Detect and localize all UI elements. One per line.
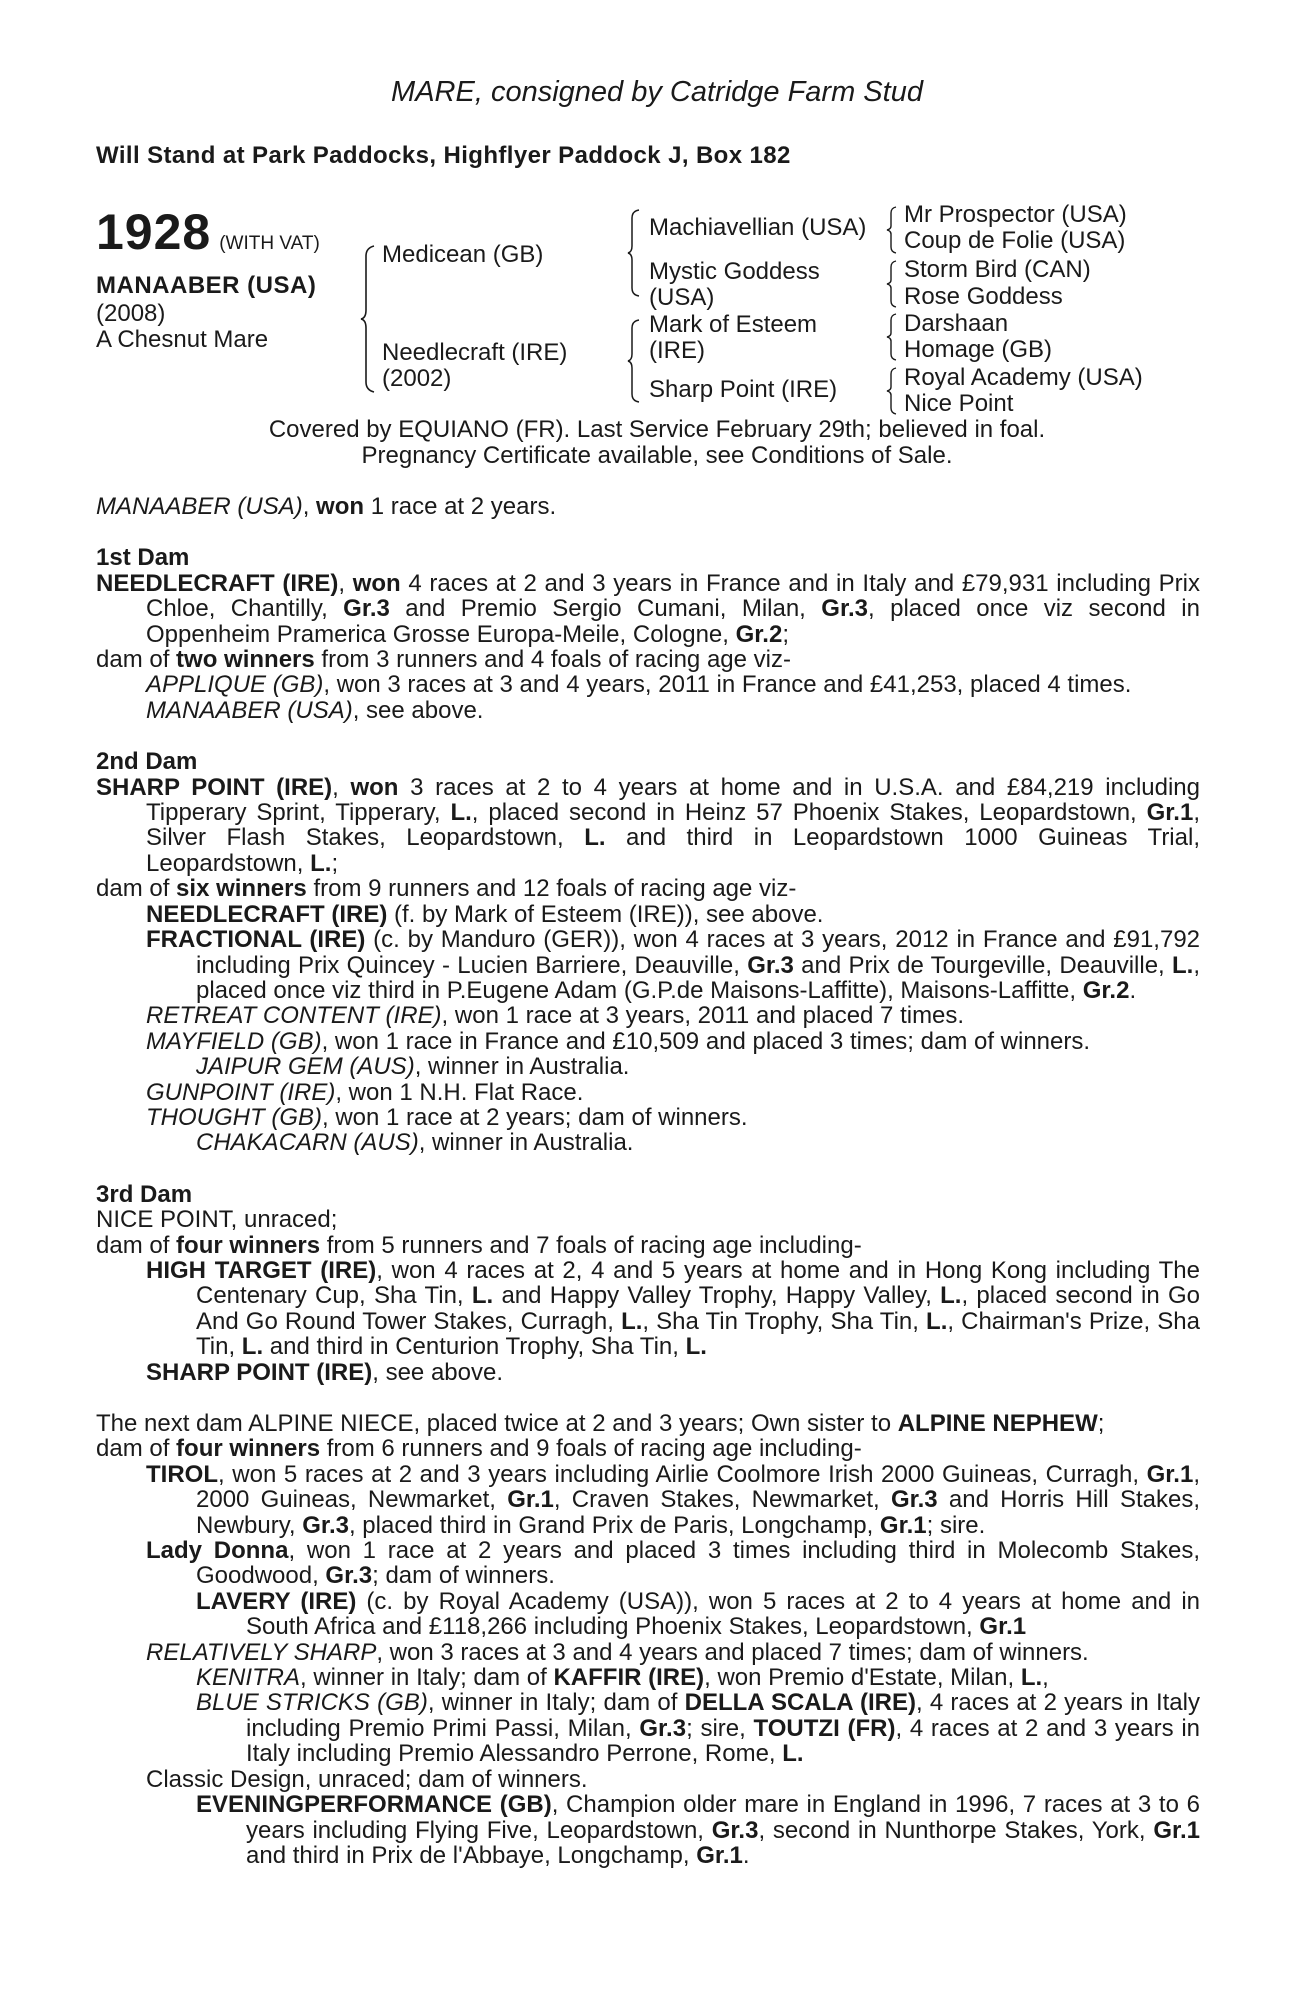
pedigree-brace-ss <box>884 205 900 255</box>
pedigree-sss: Mr Prospector (USA) <box>904 201 1127 228</box>
first-dam-heading: 1st Dam <box>96 544 190 572</box>
pedigree-sire-sire: Machiavellian (USA) <box>649 214 867 241</box>
pedigree-dam-year: (2002) <box>382 365 452 392</box>
pedigree-dam-dam: Sharp Point (IRE) <box>649 376 838 403</box>
produce-blue-stricks: BLUE STRICKS (GB), winner in Italy; dam of DELLA SCALA (IRE), 4 races at 2 years in Italy including Premio Primi Passi, Milan, Gr.3; sire, TOUTZI (FR), 4 races at 2 and 3 years in Italy including Premio Alessandro Perrone, Rome, L. <box>196 1689 1201 1768</box>
produce-lady-donna: Lady Donna, won 1 race at 2 years and placed 3 times including third in Molecomb Stakes, Goodwood, Gr.3; dam of winners. <box>146 1537 1201 1590</box>
horse-name: MANAABER (USA) <box>96 272 317 299</box>
produce-manaaber: MANAABER (USA), see above. <box>146 696 484 724</box>
lot-number-line <box>96 203 320 261</box>
first-dam-produce-summary: dam of two winners from 3 runners and 4 foals of racing age viz- <box>96 646 791 674</box>
produce-relatively-sharp: RELATIVELY SHARP, won 3 races at 3 and 4 years and placed 7 times; dam of winners. <box>146 1638 1089 1666</box>
produce-eveningperformance: EVENINGPERFORMANCE (GB), Champion older mare in England in 1996, 7 races at 3 to 6 years including Flying Five, Leopardstown, Gr.3, second in Nunthorpe Stakes, York, Gr.1 and third in Prix de l'Abbaye, Longchamp, Gr.1. <box>196 1791 1201 1869</box>
pedigree-sire-dam-name: Mystic Goddess <box>649 258 820 285</box>
third-dam-produce-summary: dam of four winners from 5 runners and 7 foals of racing age including- <box>96 1231 862 1259</box>
pedigree-sire: Medicean (GB) <box>382 241 544 268</box>
produce-chakacarn: CHAKACARN (AUS), winner in Australia. <box>196 1129 634 1157</box>
pedigree-dds: Royal Academy (USA) <box>904 364 1143 391</box>
produce-sharp-point: SHARP POINT (IRE), see above. <box>146 1358 504 1386</box>
produce-needlecraft: NEEDLECRAFT (IRE) (f. by Mark of Esteem (IRE)), see above. <box>146 900 824 928</box>
produce-kenitra: KENITRA, winner in Italy; dam of KAFFIR (IRE), won Premio d'Estate, Milan, L., <box>196 1664 1049 1692</box>
produce-retreat-content: RETREAT CONTENT (IRE), won 1 race at 3 years, 2011 and placed 7 times. <box>146 1002 965 1030</box>
produce-tirol: TIROL, won 5 races at 2 and 3 years including Airlie Coolmore Irish 2000 Guineas, Curragh, Gr.1, 2000 Guineas, Newmarket, Gr.1, Craven Stakes, Newmarket, Gr.3 and Horris Hill Stakes, Newbury, Gr.3, placed third in Grand Prix de Paris, Longchamp, Gr.1; sire. <box>146 1460 1200 1539</box>
pedigree-dss: Darshaan <box>904 310 1009 337</box>
second-dam-heading: 2nd Dam <box>96 748 198 776</box>
pregnancy-info: Pregnancy Certificate available, see Conditions of Sale. <box>361 442 953 469</box>
second-dam-record: SHARP POINT (IRE), won 3 races at 2 to 4 years at home and in U.S.A. and £84,219 including Tipperary Sprint, Tipperary, L., placed second in Heinz 57 Phoenix Stakes, Leopardstown, Gr.1, Silver Flash Stakes, Leopardstown, L. and third in Leopardstown 1000 Guineas Trial, Leopardstown, L.; <box>96 773 1200 877</box>
produce-applique: APPLIQUE (GB), won 3 races at 3 and 4 years, 2011 in France and £41,253, placed 4 times. <box>146 671 1132 699</box>
pedigree-brace-dd <box>884 366 900 416</box>
horse-year: (2008) <box>96 300 166 327</box>
produce-high-target: HIGH TARGET (IRE), won 4 races at 2, 4 and 5 years at home and in Hong Kong including The Centenary Cup, Sha Tin, L. and Happy Valley Trophy, Happy Valley, L., placed second in Go And Go Round Tower Stakes, Curragh, L., Sha Tin Trophy, Sha Tin, L., Chairman's Prize, Sha Tin, L. and third in Centurion Trophy, Sha Tin, L. <box>146 1256 1201 1361</box>
covering-info: Covered by EQUIANO (FR). Last Service February 29th; believed in foal. <box>268 416 1046 443</box>
stand-location: Will Stand at Park Paddocks, Highflyer Paddock J, Box 182 <box>96 142 791 169</box>
pedigree-body <box>96 494 1200 1868</box>
lot-number: 1928 <box>96 204 212 260</box>
pedigree-brace-sire <box>625 208 643 298</box>
next-dam-record: The next dam ALPINE NIECE, placed twice at 2 and 3 years; Own sister to ALPINE NEPHEW; <box>96 1410 1105 1437</box>
second-dam-produce-summary: dam of six winners from 9 runners and 12 foals of racing age viz- <box>96 875 797 903</box>
pedigree-brace-main <box>358 244 378 394</box>
pedigree-dsd: Homage (GB) <box>904 336 1053 363</box>
pedigree-ddd: Nice Point <box>904 390 1014 417</box>
pedigree-ssd: Coup de Folie (USA) <box>904 227 1126 254</box>
horse-description: A Chesnut Mare <box>96 326 269 353</box>
pedigree-sds: Storm Bird (CAN) <box>904 256 1091 283</box>
produce-gunpoint: GUNPOINT (IRE), won 1 N.H. Flat Race. <box>146 1078 584 1106</box>
pedigree-brace-sd <box>884 259 900 309</box>
first-dam-record: NEEDLECRAFT (IRE), won 4 races at 2 and 3 years in France and in Italy and £79,931 including Prix Chloe, Chantilly, Gr.3 and Premio Sergio Cumani, Milan, Gr.3, placed once viz second in Oppenheim Pramerica Grosse Europa-Meile, Cologne, Gr.2; <box>96 569 1201 648</box>
next-dam-produce-summary: dam of four winners from 6 runners and 9 foals of racing age including- <box>96 1435 862 1463</box>
vat-label: (WITH VAT) <box>219 233 320 254</box>
produce-jaipur-gem: JAIPUR GEM (AUS), winner in Australia. <box>196 1053 630 1081</box>
third-dam-record: NICE POINT, unraced; <box>96 1206 338 1234</box>
produce-fractional: FRACTIONAL (IRE) (c. by Manduro (GER)), won 4 races at 3 years, 2012 in France and £91,792 including Prix Quincey - Lucien Barriere, Deauville, Gr.3 and Prix de Tourgeville, Deauville, L., placed once viz third in P.Eugene Adam (G.P.de Maisons-Laffitte), Maisons-Laffitte, Gr.2. <box>146 926 1201 1004</box>
pedigree-dam-name: Needlecraft (IRE) <box>382 339 568 366</box>
pedigree-brace-dam <box>625 318 643 404</box>
race-record: MANAABER (USA), won 1 race at 2 years. <box>96 493 557 520</box>
produce-mayfield: MAYFIELD (GB), won 1 race in France and £10,509 and placed 3 times; dam of winners. <box>146 1027 1091 1055</box>
catalogue-title: MARE, consigned by Catridge Farm Stud <box>391 76 923 108</box>
produce-thought: THOUGHT (GB), won 1 race at 2 years; dam of winners. <box>146 1103 748 1131</box>
pedigree-dam-sire-country: (IRE) <box>649 337 705 364</box>
produce-classic-design: Classic Design, unraced; dam of winners. <box>146 1765 588 1793</box>
produce-lavery: LAVERY (IRE) (c. by Royal Academy (USA)), won 5 races at 2 to 4 years at home and in South Africa and £118,266 including Phoenix Stakes, Leopardstown, Gr.1 <box>196 1587 1201 1641</box>
pedigree-brace-ds <box>884 312 900 362</box>
third-dam-heading: 3rd Dam <box>96 1180 193 1208</box>
pedigree-dam-sire-name: Mark of Esteem <box>649 311 818 338</box>
pedigree-sire-dam-country: (USA) <box>649 284 715 311</box>
pedigree-sdd: Rose Goddess <box>904 283 1063 310</box>
